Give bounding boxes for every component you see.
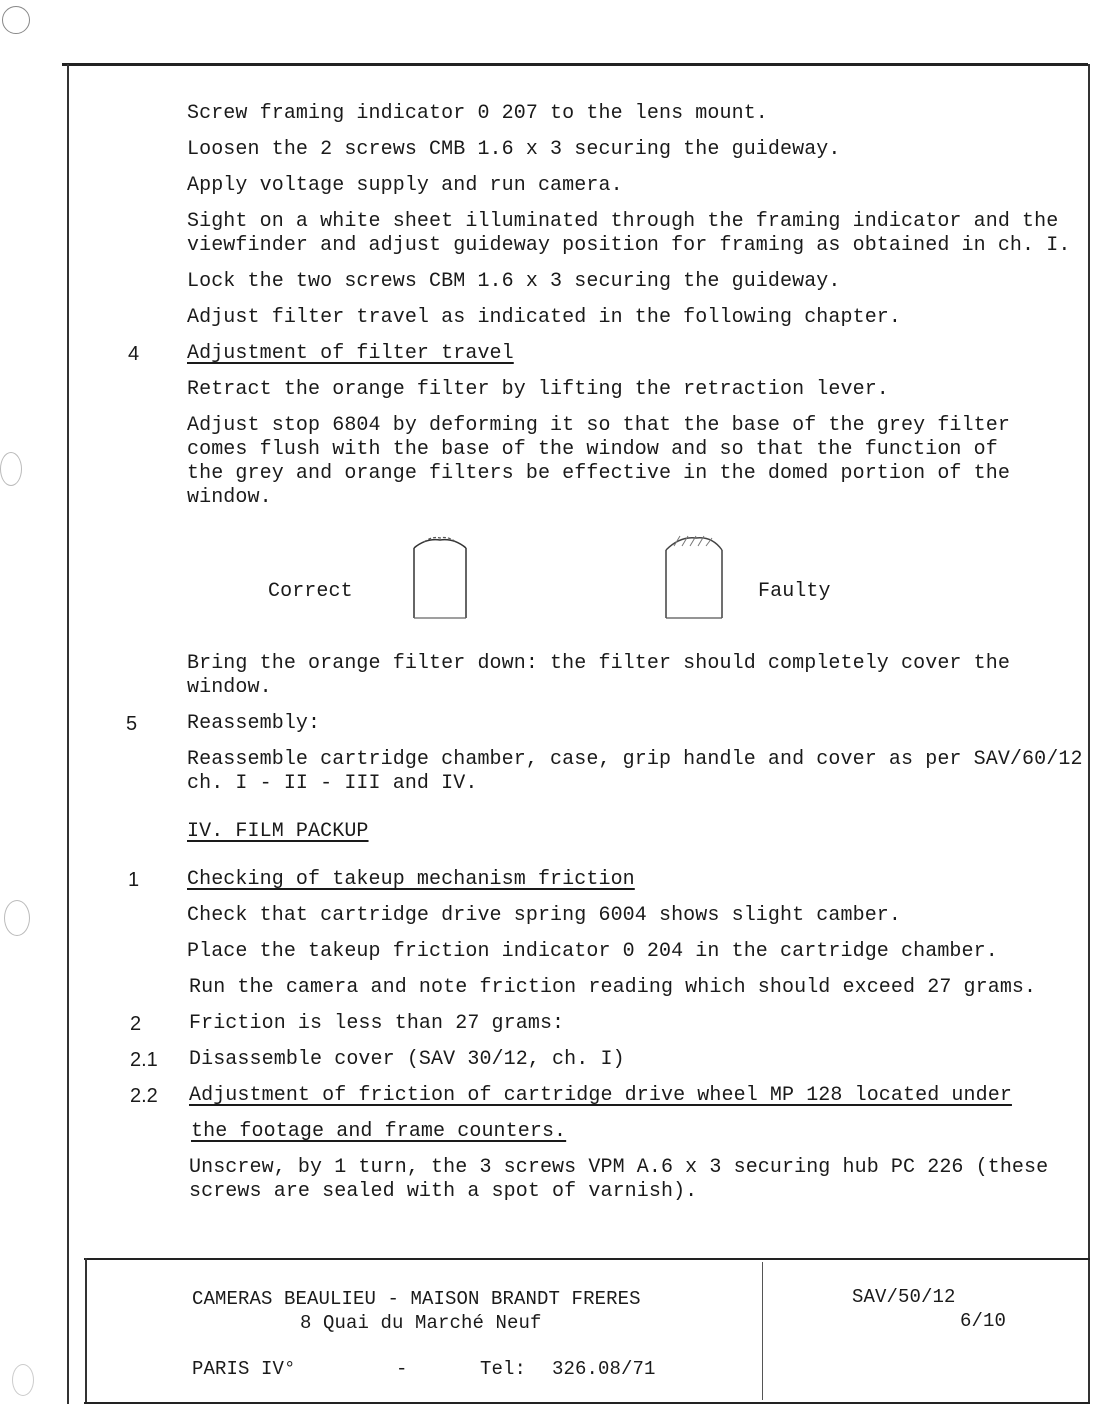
step-5-text-2: ch. I - II - III and IV. bbox=[187, 772, 478, 795]
footer-tel-label: Tel: bbox=[480, 1358, 527, 1380]
footer-left-rule bbox=[85, 1258, 87, 1404]
step-iv-2-2-text-1: Unscrew, by 1 turn, the 3 screws VPM A.6 x 3 securing hub PC 226 (these bbox=[189, 1156, 1049, 1179]
left-border bbox=[67, 64, 69, 1404]
step-iv-1-line-2: Place the takeup friction indicator 0 204 in the cartridge chamber. bbox=[187, 940, 998, 963]
right-border bbox=[1088, 64, 1090, 1404]
step-iv-1-heading: Checking of takeup mechanism friction bbox=[187, 868, 635, 891]
step-iv-2-2-text-2: screws are sealed with a spot of varnish). bbox=[189, 1180, 698, 1203]
figure-faulty-label: Faulty bbox=[758, 580, 831, 603]
section-iv-title: IV. FILM PACKUP bbox=[187, 820, 369, 843]
line-screw-framing-indicator: Screw framing indicator 0 207 to the lens mount. bbox=[187, 102, 768, 125]
punch-hole-mid bbox=[0, 452, 22, 486]
line-lock-screws: Lock the two screws CBM 1.6 x 3 securing the guideway. bbox=[187, 270, 841, 293]
line-loosen-screws: Loosen the 2 screws CMB 1.6 x 3 securing the guideway. bbox=[187, 138, 841, 161]
step-4-adjust-stop-3: the grey and orange filters be effective in the domed portion of the bbox=[187, 462, 1010, 485]
line-sight-white-sheet: Sight on a white sheet illuminated through the framing indicator and the bbox=[187, 210, 1059, 233]
punch-hole-top bbox=[2, 6, 30, 34]
footer-address: 8 Quai du Marché Neuf bbox=[300, 1312, 542, 1334]
line-apply-voltage: Apply voltage supply and run camera. bbox=[187, 174, 623, 197]
step-number-iv-2: 2 bbox=[130, 1013, 142, 1035]
step-4-bring-filter-1: Bring the orange filter down: the filter should completely cover the bbox=[187, 652, 1010, 675]
punch-hole-bottom bbox=[12, 1364, 34, 1396]
footer-city: PARIS IV° bbox=[192, 1358, 296, 1380]
step-iv-2-2-heading-1: Adjustment of friction of cartridge drive wheel MP 128 located under bbox=[189, 1084, 1012, 1107]
footer-dash: - bbox=[396, 1358, 408, 1380]
footer-top-rule bbox=[84, 1258, 1090, 1260]
step-iv-2-1-text: Disassemble cover (SAV 30/12, ch. I) bbox=[189, 1048, 625, 1071]
faulty-window-diagram bbox=[656, 528, 732, 624]
figure-correct-label: Correct bbox=[268, 580, 353, 603]
footer-doc-ref: SAV/50/12 bbox=[852, 1286, 956, 1308]
line-viewfinder-adjust: viewfinder and adjust guideway position for framing as obtained in ch. I. bbox=[187, 234, 1071, 257]
step-number-iv-2-1: 2.1 bbox=[130, 1049, 158, 1071]
step-iv-1-line-1: Check that cartridge drive spring 6004 shows slight camber. bbox=[187, 904, 902, 927]
footer-divider bbox=[762, 1262, 763, 1400]
step-iv-2-text: Friction is less than 27 grams: bbox=[189, 1012, 565, 1035]
step-number-4: 4 bbox=[128, 343, 140, 365]
footer-bottom-rule bbox=[84, 1402, 1090, 1404]
step-iv-2-2-heading-2: the footage and frame counters. bbox=[191, 1120, 567, 1143]
step-4-retract: Retract the orange filter by lifting the retraction lever. bbox=[187, 378, 889, 401]
footer-tel: 326.08/71 bbox=[552, 1358, 656, 1380]
step-4-heading: Adjustment of filter travel bbox=[187, 342, 514, 365]
step-number-5: 5 bbox=[126, 713, 138, 735]
top-border bbox=[62, 63, 1088, 66]
footer-page-number: 6/10 bbox=[960, 1310, 1007, 1332]
step-number-iv-2-2: 2.2 bbox=[130, 1085, 158, 1107]
punch-hole-lower bbox=[4, 900, 30, 936]
step-4-bring-filter-2: window. bbox=[187, 676, 272, 699]
step-5-text-1: Reassemble cartridge chamber, case, grip handle and cover as per SAV/60/12 bbox=[187, 748, 1083, 771]
footer-company: CAMERAS BEAULIEU - MAISON BRANDT FRERES bbox=[192, 1288, 641, 1310]
step-5-heading: Reassembly: bbox=[187, 712, 321, 735]
correct-window-diagram bbox=[406, 532, 474, 624]
step-4-adjust-stop-1: Adjust stop 6804 by deforming it so that the base of the grey filter bbox=[187, 414, 1010, 437]
step-4-adjust-stop-4: window. bbox=[187, 486, 272, 509]
step-number-iv-1: 1 bbox=[128, 869, 140, 891]
step-iv-1-line-3: Run the camera and note friction reading which should exceed 27 grams. bbox=[189, 976, 1037, 999]
step-4-adjust-stop-2: comes flush with the base of the window and so that the function of bbox=[187, 438, 998, 461]
line-adjust-filter-travel: Adjust filter travel as indicated in the following chapter. bbox=[187, 306, 902, 329]
